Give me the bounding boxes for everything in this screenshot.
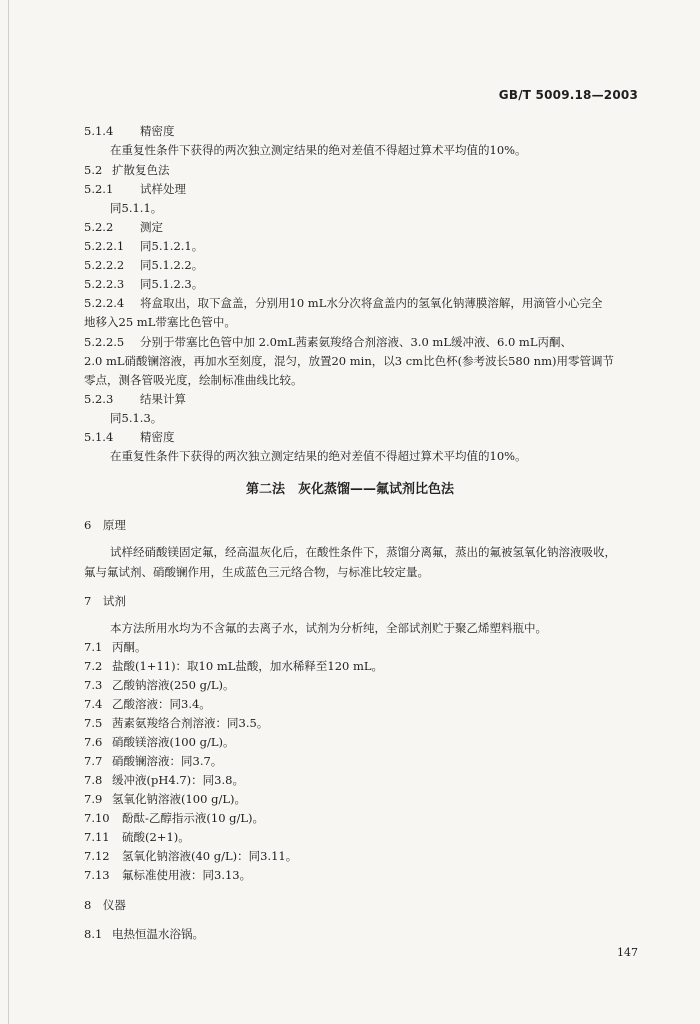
clause-line: 5.2.2.5 分别于带塞比色管中加 2.0mL茜素氨羧络合剂溶液、3.0 mL缓冲液、6.0 mL丙酮、 [84,335,572,349]
paragraph-line: 地移入25 mL带塞比色管中。 [84,315,236,329]
paragraph-line: 同5.1.3。 [110,411,163,425]
paragraph-line: 试样经硝酸镁固定氟，经高温灰化后，在酸性条件下，蒸馏分离氟，蒸出的氟被氢氧化钠溶液吸收， [110,545,616,559]
list-item: 7.5 茜素氨羧络合剂溶液：同3.5。 [84,716,269,730]
clause-line: 5.2 扩散复色法 [84,163,170,177]
paragraph-line: 零点，测各管吸光度，绘制标准曲线比较。 [84,373,303,387]
list-item: 7.10 酚酞-乙醇指示液(10 g/L)。 [84,811,265,825]
section-heading: 6 原理 [84,518,126,532]
section-heading: 8 仪器 [84,898,126,912]
list-item: 7.8 缓冲液(pH4.7)：同3.8。 [84,773,244,787]
standard-code: GB/T 5009.18—2003 [498,88,638,102]
clause-line: 5.2.2.1 同5.1.2.1。 [84,239,204,253]
list-item: 7.3 乙酸钠溶液(250 g/L)。 [84,678,235,692]
clause-line: 5.1.4 精密度 [84,430,175,444]
paragraph-line: 2.0 mL硝酸镧溶液，再加水至刻度，混匀，放置20 min，以3 cm比色杯(参考波长580 nm)用零管调节 [84,354,614,368]
list-item: 7.6 硝酸镁溶液(100 g/L)。 [84,735,235,749]
clause-line: 5.1.4 精密度 [84,124,175,138]
method-title: 第二法 灰化蒸馏——氟试剂比色法 [245,482,454,497]
clause-line: 5.2.3 结果计算 [84,392,186,406]
scan-edge [8,0,9,1024]
list-item: 7.9 氢氧化钠溶液(100 g/L)。 [84,792,246,806]
paragraph-line: 氟与氟试剂、硝酸镧作用，生成蓝色三元络合物，与标准比较定量。 [84,565,429,579]
list-item: 8.1 电热恒温水浴锅。 [84,927,204,941]
list-item: 7.11 硫酸(2+1)。 [84,830,190,844]
clause-line: 5.2.1 试样处理 [84,182,186,196]
paragraph-line: 在重复性条件下获得的两次独立测定结果的绝对差值不得超过算术平均值的10%。 [110,143,527,157]
clause-line: 5.2.2 测定 [84,220,163,234]
clause-line: 5.2.2.2 同5.1.2.2。 [84,258,204,272]
list-item: 7.2 盐酸(1+11)：取10 mL盐酸，加水稀释至120 mL。 [84,659,384,673]
list-item: 7.12 氢氧化钠溶液(40 g/L)：同3.11。 [84,849,298,863]
section-heading: 7 试剂 [84,594,126,608]
list-item: 7.13 氟标准使用液：同3.13。 [84,868,252,882]
paragraph-line: 同5.1.1。 [110,201,163,215]
list-item: 7.4 乙酸溶液：同3.4。 [84,697,211,711]
page-number: 147 [617,946,638,959]
clause-line: 5.2.2.4 将盒取出，取下盒盖，分别用10 mL水分次将盒盖内的氢氧化钠薄膜溶解，用滴管小心完全 [84,296,603,310]
list-item: 7.7 硝酸镧溶液：同3.7。 [84,754,223,768]
paragraph-line: 在重复性条件下获得的两次独立测定结果的绝对差值不得超过算术平均值的10%。 [110,449,527,463]
clause-line: 5.2.2.3 同5.1.2.3。 [84,277,204,291]
list-item: 7.1 丙酮。 [84,640,147,654]
paragraph-line: 本方法所用水均为不含氟的去离子水，试剂为分析纯，全部试剂贮于聚乙烯塑料瓶中。 [110,621,547,635]
